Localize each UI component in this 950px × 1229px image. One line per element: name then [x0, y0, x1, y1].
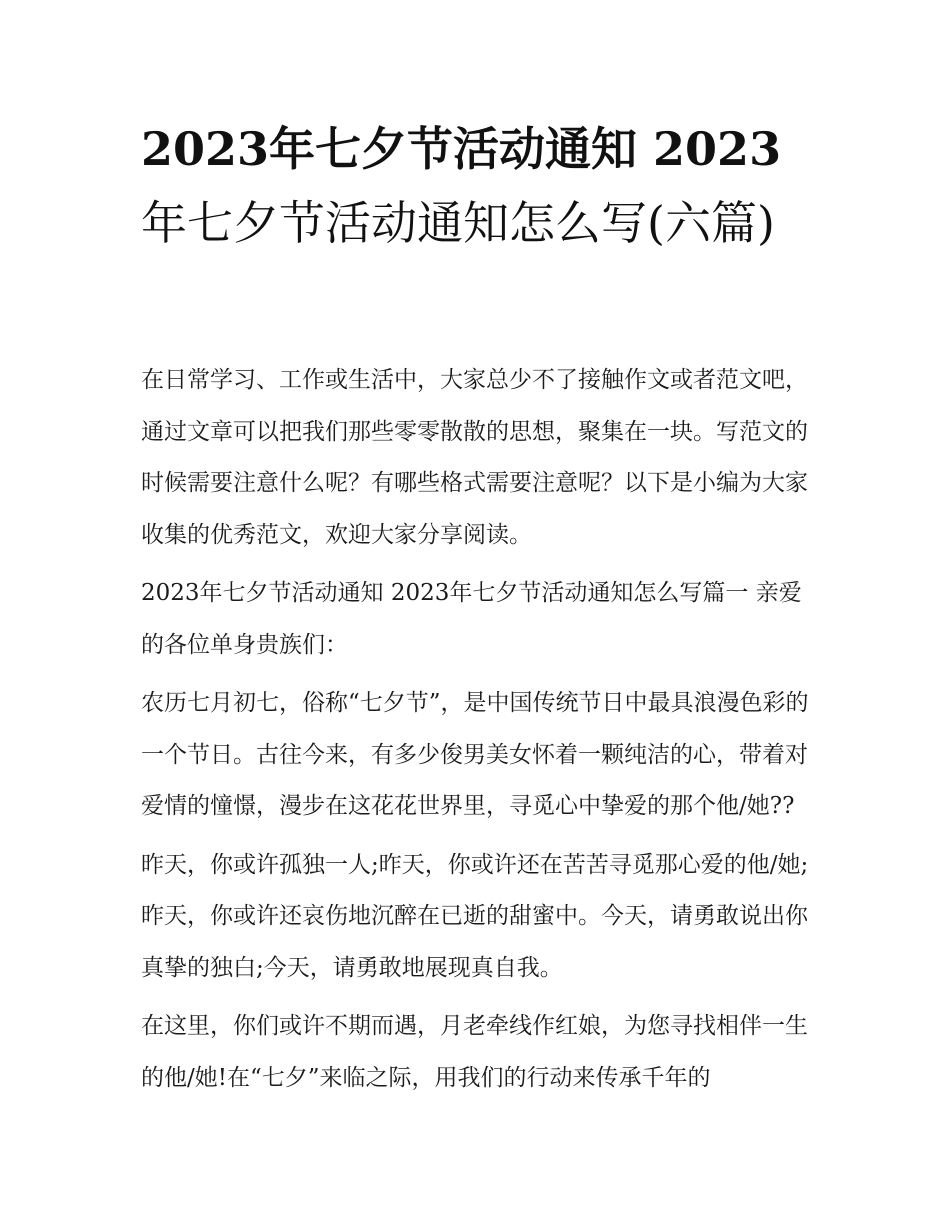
title-rest-part: 年七夕节活动通知怎么写(六篇)	[141, 196, 775, 250]
title-bold-part: 2023年七夕节活动通知 2023	[141, 122, 782, 176]
meeting-paragraph: 在这里，你们或许不期而遇，月老牵线作红娘，为您寻找相伴一生的他/她!在“七夕”来临之际，用我们的行动来传承千年的	[141, 1013, 808, 1091]
festival-paragraph: 农历七月初七，俗称“七夕节”，是中国传统节日中最具浪漫色彩的一个节日。古往今来，有多少俊男美女怀着一颗纯洁的心，带着对爱情的憧憬，漫步在这花花世界里，寻觅心中挚爱的那个他/她??	[141, 690, 809, 819]
paragraph-spacer	[141, 561, 821, 568]
document-title	[141, 112, 821, 260]
yesterday-paragraph: 昨天，你或许孤独一人;昨天，你或许还在苦苦寻觅那心爱的他/她;昨天，你或许还哀伤地沉醉在已逝的甜蜜中。今天，请勇敢说出你真挚的独白;今天，请勇敢地展现真自我。	[141, 851, 809, 981]
paragraph-spacer	[141, 994, 821, 1001]
intro-paragraph: 在日常学习、工作或生活中，大家总少不了接触作文或者范文吧，通过文章可以把我们那些零零散散的思想，聚集在一块。写范文的时候需要注意什么呢？有哪些格式需要注意呢？以下是小编为大家收集的优秀范文，欢迎大家分享阅读。	[141, 367, 808, 548]
paragraph-spacer	[141, 833, 821, 840]
document-body	[141, 355, 821, 1104]
paragraph-spacer	[141, 671, 821, 678]
notice-heading-paragraph: 2023年七夕节活动通知 2023年七夕节活动通知怎么写篇一 亲爱的各位单身贵族们：	[141, 580, 802, 658]
